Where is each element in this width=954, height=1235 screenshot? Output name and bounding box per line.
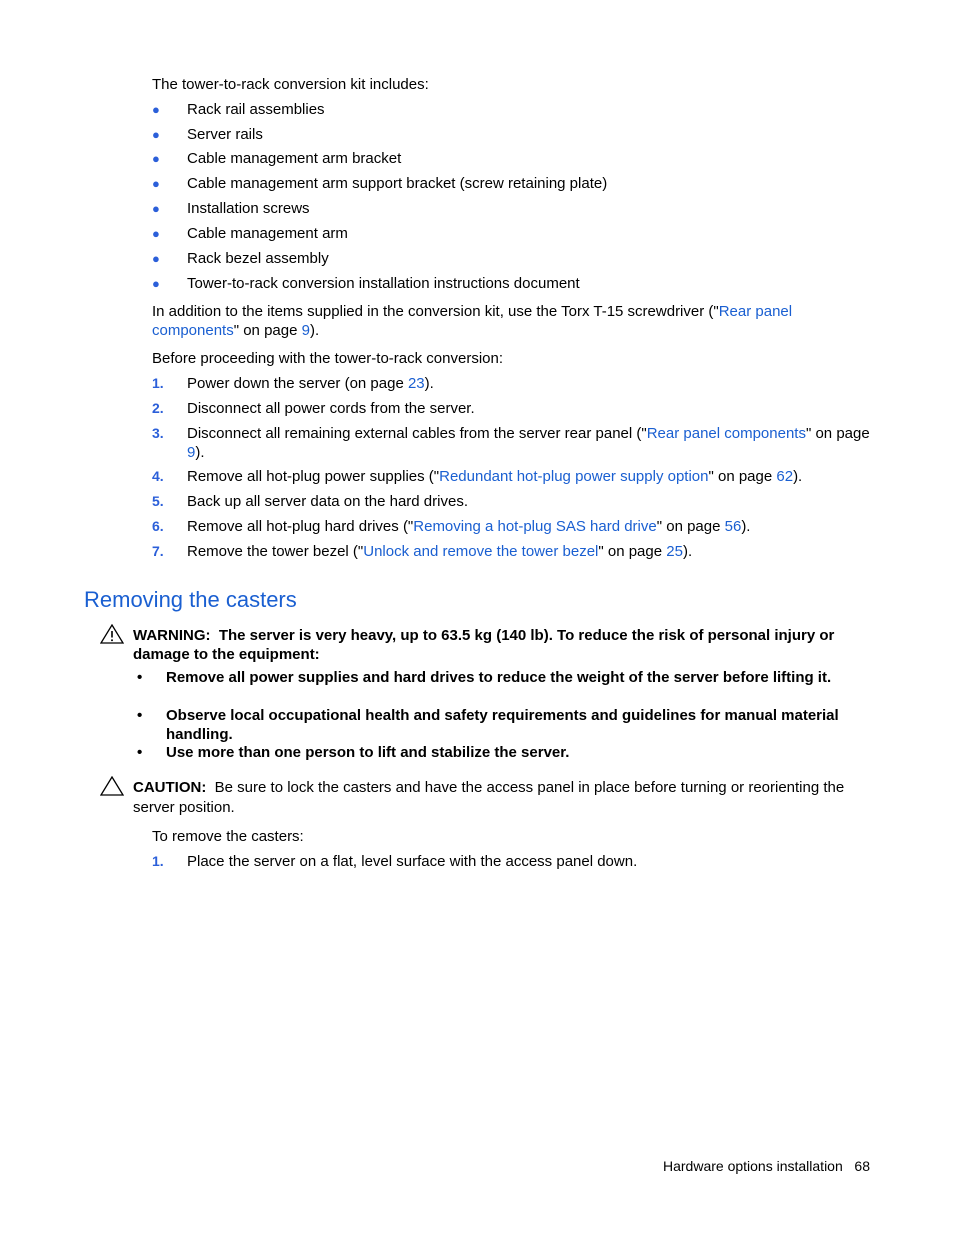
bullet-icon: ● [152,276,160,291]
bullet-icon: ● [152,127,160,142]
warning-triangle-icon [100,624,124,644]
warning-block [133,626,873,664]
kit-intro: The tower-to-rack conversion kit includes: [152,76,429,93]
page-link[interactable]: 23 [407,375,425,392]
bullet-icon: ● [152,201,160,216]
bullet-icon: • [137,707,143,724]
bullet-icon: ● [152,251,160,266]
link-rear-panel-components[interactable]: Rear panel components [646,425,806,442]
link-redundant-power-supply[interactable]: Redundant hot-plug power supply option [439,468,709,485]
bullet-icon: ● [152,102,160,117]
footer-section: Hardware options installation [662,1158,843,1174]
caution-triangle-icon [100,776,124,796]
caution-block [133,778,873,818]
bullet-icon: ● [152,176,160,191]
section-heading: Removing the casters [84,587,297,612]
caution-label: CAUTION: [133,779,207,796]
bullet-icon: • [137,669,143,686]
link-removing-hard-drive[interactable]: Removing a hot-plug SAS hard drive [413,518,657,535]
page-link[interactable]: 9 [187,444,196,461]
caution-text: Be sure to lock the casters and have the access panel in place before turning or reorienting the server position. [133,779,845,816]
page-link[interactable]: 62 [776,468,794,485]
before-intro: Before proceeding with the tower-to-rack conversion: [152,350,504,367]
warning-label: WARNING: [133,627,211,644]
page-link[interactable]: 25 [666,543,683,560]
bullet-icon: ● [152,226,160,241]
page-link[interactable]: 9 [301,322,310,339]
addition-paragraph: In addition to the items supplied in the conversion kit, use the Torx T-15 screwdriver ("Rear panel components" on page 9). [152,303,793,339]
link-rear-panel-components[interactable]: Rear panel components [152,303,793,339]
page-footer [663,1158,870,1174]
remove-intro: To remove the casters: [152,828,304,845]
page-link[interactable]: 56 [724,518,742,535]
bullet-icon: • [137,744,143,761]
link-unlock-tower-bezel[interactable]: Unlock and remove the tower bezel [363,543,599,560]
bullet-icon: ● [152,151,160,166]
document-page: The tower-to-rack conversion kit includes: ● Rack rail assemblies ● Server rails ● Cable management arm bracket ● Cable management arm support bracket (screw retaining plate) ● Installation screws ● Cable management arm ● Rack bezel assembly ● Tower-to-rack conversion installation instructions document In addition to the items supplied in the conversion kit, use the Torx T-15 screwdriver ("Rear panel components" on page 9). Before proceeding with the tower-to-rack conversion: 1. Power down the server (on page 23). 2. Disconnect all power cords from the server. 3. Disconnect all remaining external cables from the server rear panel ("Rear panel components" on page 9). 4. Remove all hot-plug power supplies ("Redundant hot-plug power supply option" on page 62). 5. Back up all server data on the hard drives. 6. Remove all hot-plug hard drives ("Removing a hot-plug SAS hard drive" on page 56). 7. Remove the tower bezel ("Unlock and remove the tower bezel" on page 25). Removing the casters WARNING: The server is very heavy, up to 63.5 kg (140 lb). To reduce the risk of personal injury or damage to the equipment: • Remove all power supplies and hard drives to reduce the weight of the server before lifting it. • Observe local occupational health and safety requirements and guidelines for manual material handling. • Use more than one person to lift and stabilize the server. CAUTION: Be sure to lock the casters and have the access panel in place before turning or reorienting the server position. To remove the casters: 1. Place the server on a flat, level surface with the access panel down. Hardware options installation 68 [0,0,954,1235]
warning-text: The server is very heavy, up to 63.5 kg (140 lb). To reduce the risk of personal injury or damage to the equipment: [133,627,835,663]
page-number: 68 [854,1158,870,1174]
